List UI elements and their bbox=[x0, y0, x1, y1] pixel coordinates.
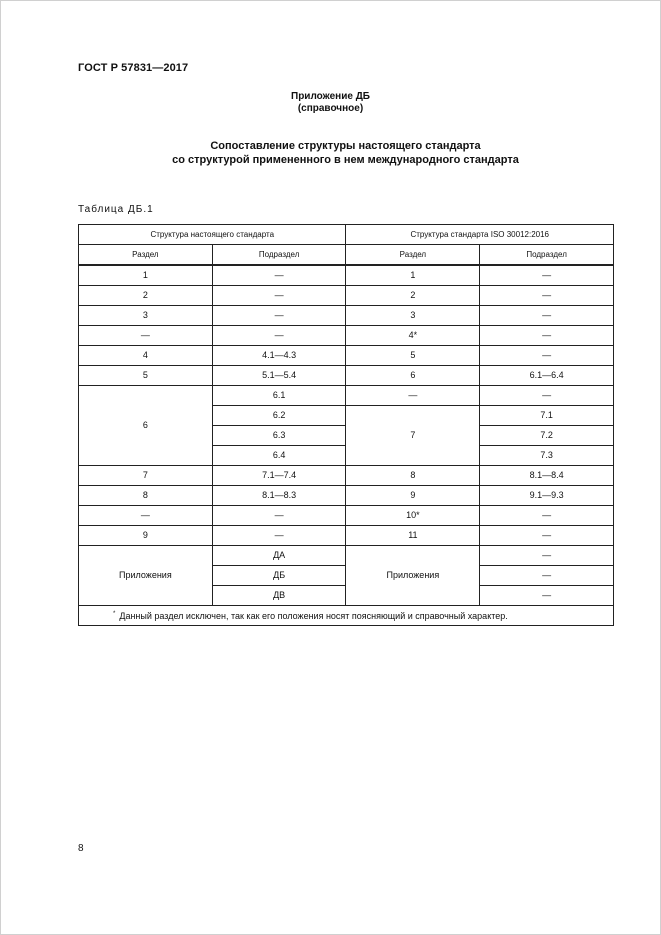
table-cell: 6.1 bbox=[212, 386, 346, 406]
table-footnote-row bbox=[79, 606, 614, 626]
table-row bbox=[79, 346, 614, 366]
table-row bbox=[79, 286, 614, 306]
title-line-2: со структурой примененного в нем международного стандарта bbox=[172, 154, 519, 166]
appendix-name: Приложение ДБ bbox=[291, 91, 370, 102]
table-cell: — bbox=[212, 326, 346, 346]
table-row bbox=[79, 526, 614, 546]
table-cell: 3 bbox=[346, 306, 480, 326]
table-cell: 6 bbox=[346, 366, 480, 386]
table-cell: — bbox=[480, 566, 614, 586]
table-cell: — bbox=[480, 265, 614, 286]
table-row bbox=[79, 265, 614, 286]
table-cell: ДА bbox=[212, 546, 346, 566]
table-cell: — bbox=[480, 546, 614, 566]
sub-header-national-section: Раздел bbox=[79, 245, 213, 266]
table-group-header-row bbox=[79, 225, 614, 245]
table-cell: — bbox=[346, 386, 480, 406]
table-cell: — bbox=[480, 386, 614, 406]
table-footnote bbox=[79, 606, 614, 626]
table-cell: 4* bbox=[346, 326, 480, 346]
table-cell: 9 bbox=[79, 526, 213, 546]
group-header-iso: Структура стандарта ISO 30012:2016 bbox=[346, 225, 614, 245]
table-cell-section-6: 6 bbox=[79, 386, 213, 466]
table-cell: — bbox=[480, 326, 614, 346]
table-cell: 1 bbox=[346, 265, 480, 286]
table-cell: 2 bbox=[79, 286, 213, 306]
table-row bbox=[79, 486, 614, 506]
table-row bbox=[79, 546, 614, 566]
table-cell: — bbox=[212, 526, 346, 546]
table-cell: ДВ bbox=[212, 586, 346, 606]
table-cell: 3 bbox=[79, 306, 213, 326]
document-code: ГОСТ Р 57831—2017 bbox=[78, 62, 189, 74]
table-cell: 5 bbox=[346, 346, 480, 366]
table-cell: — bbox=[480, 306, 614, 326]
table-cell: 2 bbox=[346, 286, 480, 306]
table-cell: 8 bbox=[79, 486, 213, 506]
table-cell: 8.1—8.4 bbox=[480, 466, 614, 486]
table-cell: — bbox=[79, 326, 213, 346]
table-cell: 7 bbox=[79, 466, 213, 486]
table-row bbox=[79, 466, 614, 486]
table-row bbox=[79, 366, 614, 386]
sub-header-national-subsection: Подраздел bbox=[212, 245, 346, 266]
table-cell: 4 bbox=[79, 346, 213, 366]
sub-header-iso-subsection: Подраздел bbox=[480, 245, 614, 266]
sub-header-iso-section: Раздел bbox=[346, 245, 480, 266]
table-cell: ДБ bbox=[212, 566, 346, 586]
title-line-1: Сопоставление структуры настоящего стандарта bbox=[210, 140, 481, 152]
table-cell: — bbox=[480, 586, 614, 606]
table-cell: 8.1—8.3 bbox=[212, 486, 346, 506]
table-cell: 7.3 bbox=[480, 446, 614, 466]
table-row bbox=[79, 306, 614, 326]
table-cell: 7.1—7.4 bbox=[212, 466, 346, 486]
table-cell: 7.2 bbox=[480, 426, 614, 446]
table-cell: — bbox=[480, 286, 614, 306]
table-cell: 5 bbox=[79, 366, 213, 386]
table-cell: 6.1—6.4 bbox=[480, 366, 614, 386]
table-cell: 8 bbox=[346, 466, 480, 486]
table-sub-header-row bbox=[79, 245, 614, 266]
table-caption: Таблица ДБ.1 bbox=[78, 204, 154, 215]
table-cell: 7.1 bbox=[480, 406, 614, 426]
footnote-mark: * bbox=[113, 611, 116, 617]
table-cell: — bbox=[480, 526, 614, 546]
group-header-national: Структура настоящего стандарта bbox=[79, 225, 346, 245]
table-cell: — bbox=[480, 506, 614, 526]
table-cell: — bbox=[480, 346, 614, 366]
appendix-type: (справочное) bbox=[297, 103, 364, 114]
table-cell: 6.4 bbox=[212, 446, 346, 466]
table-cell: 5.1—5.4 bbox=[212, 366, 346, 386]
table-cell: — bbox=[79, 506, 213, 526]
table-cell: — bbox=[212, 286, 346, 306]
table-cell: 6.3 bbox=[212, 426, 346, 446]
table-cell-iso-section-7: 7 bbox=[346, 406, 480, 466]
page-number: 8 bbox=[78, 843, 84, 854]
table-cell-appendices-iso: Приложения bbox=[346, 546, 480, 606]
table-row bbox=[79, 506, 614, 526]
table-cell-appendices-national: Приложения bbox=[79, 546, 213, 606]
table-cell: — bbox=[212, 306, 346, 326]
table-cell: 9.1—9.3 bbox=[480, 486, 614, 506]
table-row bbox=[79, 386, 614, 406]
table-cell: 9 bbox=[346, 486, 480, 506]
table-row bbox=[79, 326, 614, 346]
table-cell: 1 bbox=[79, 265, 213, 286]
comparison-table bbox=[78, 224, 614, 626]
table-cell: — bbox=[212, 265, 346, 286]
table-cell: 4.1—4.3 bbox=[212, 346, 346, 366]
table-cell: 10* bbox=[346, 506, 480, 526]
table-cell: 11 bbox=[346, 526, 480, 546]
table-cell: — bbox=[212, 506, 346, 526]
table-cell: 6.2 bbox=[212, 406, 346, 426]
footnote-text: Данный раздел исключен, так как его положения носят поясняющий и справочный характер. bbox=[119, 611, 508, 621]
